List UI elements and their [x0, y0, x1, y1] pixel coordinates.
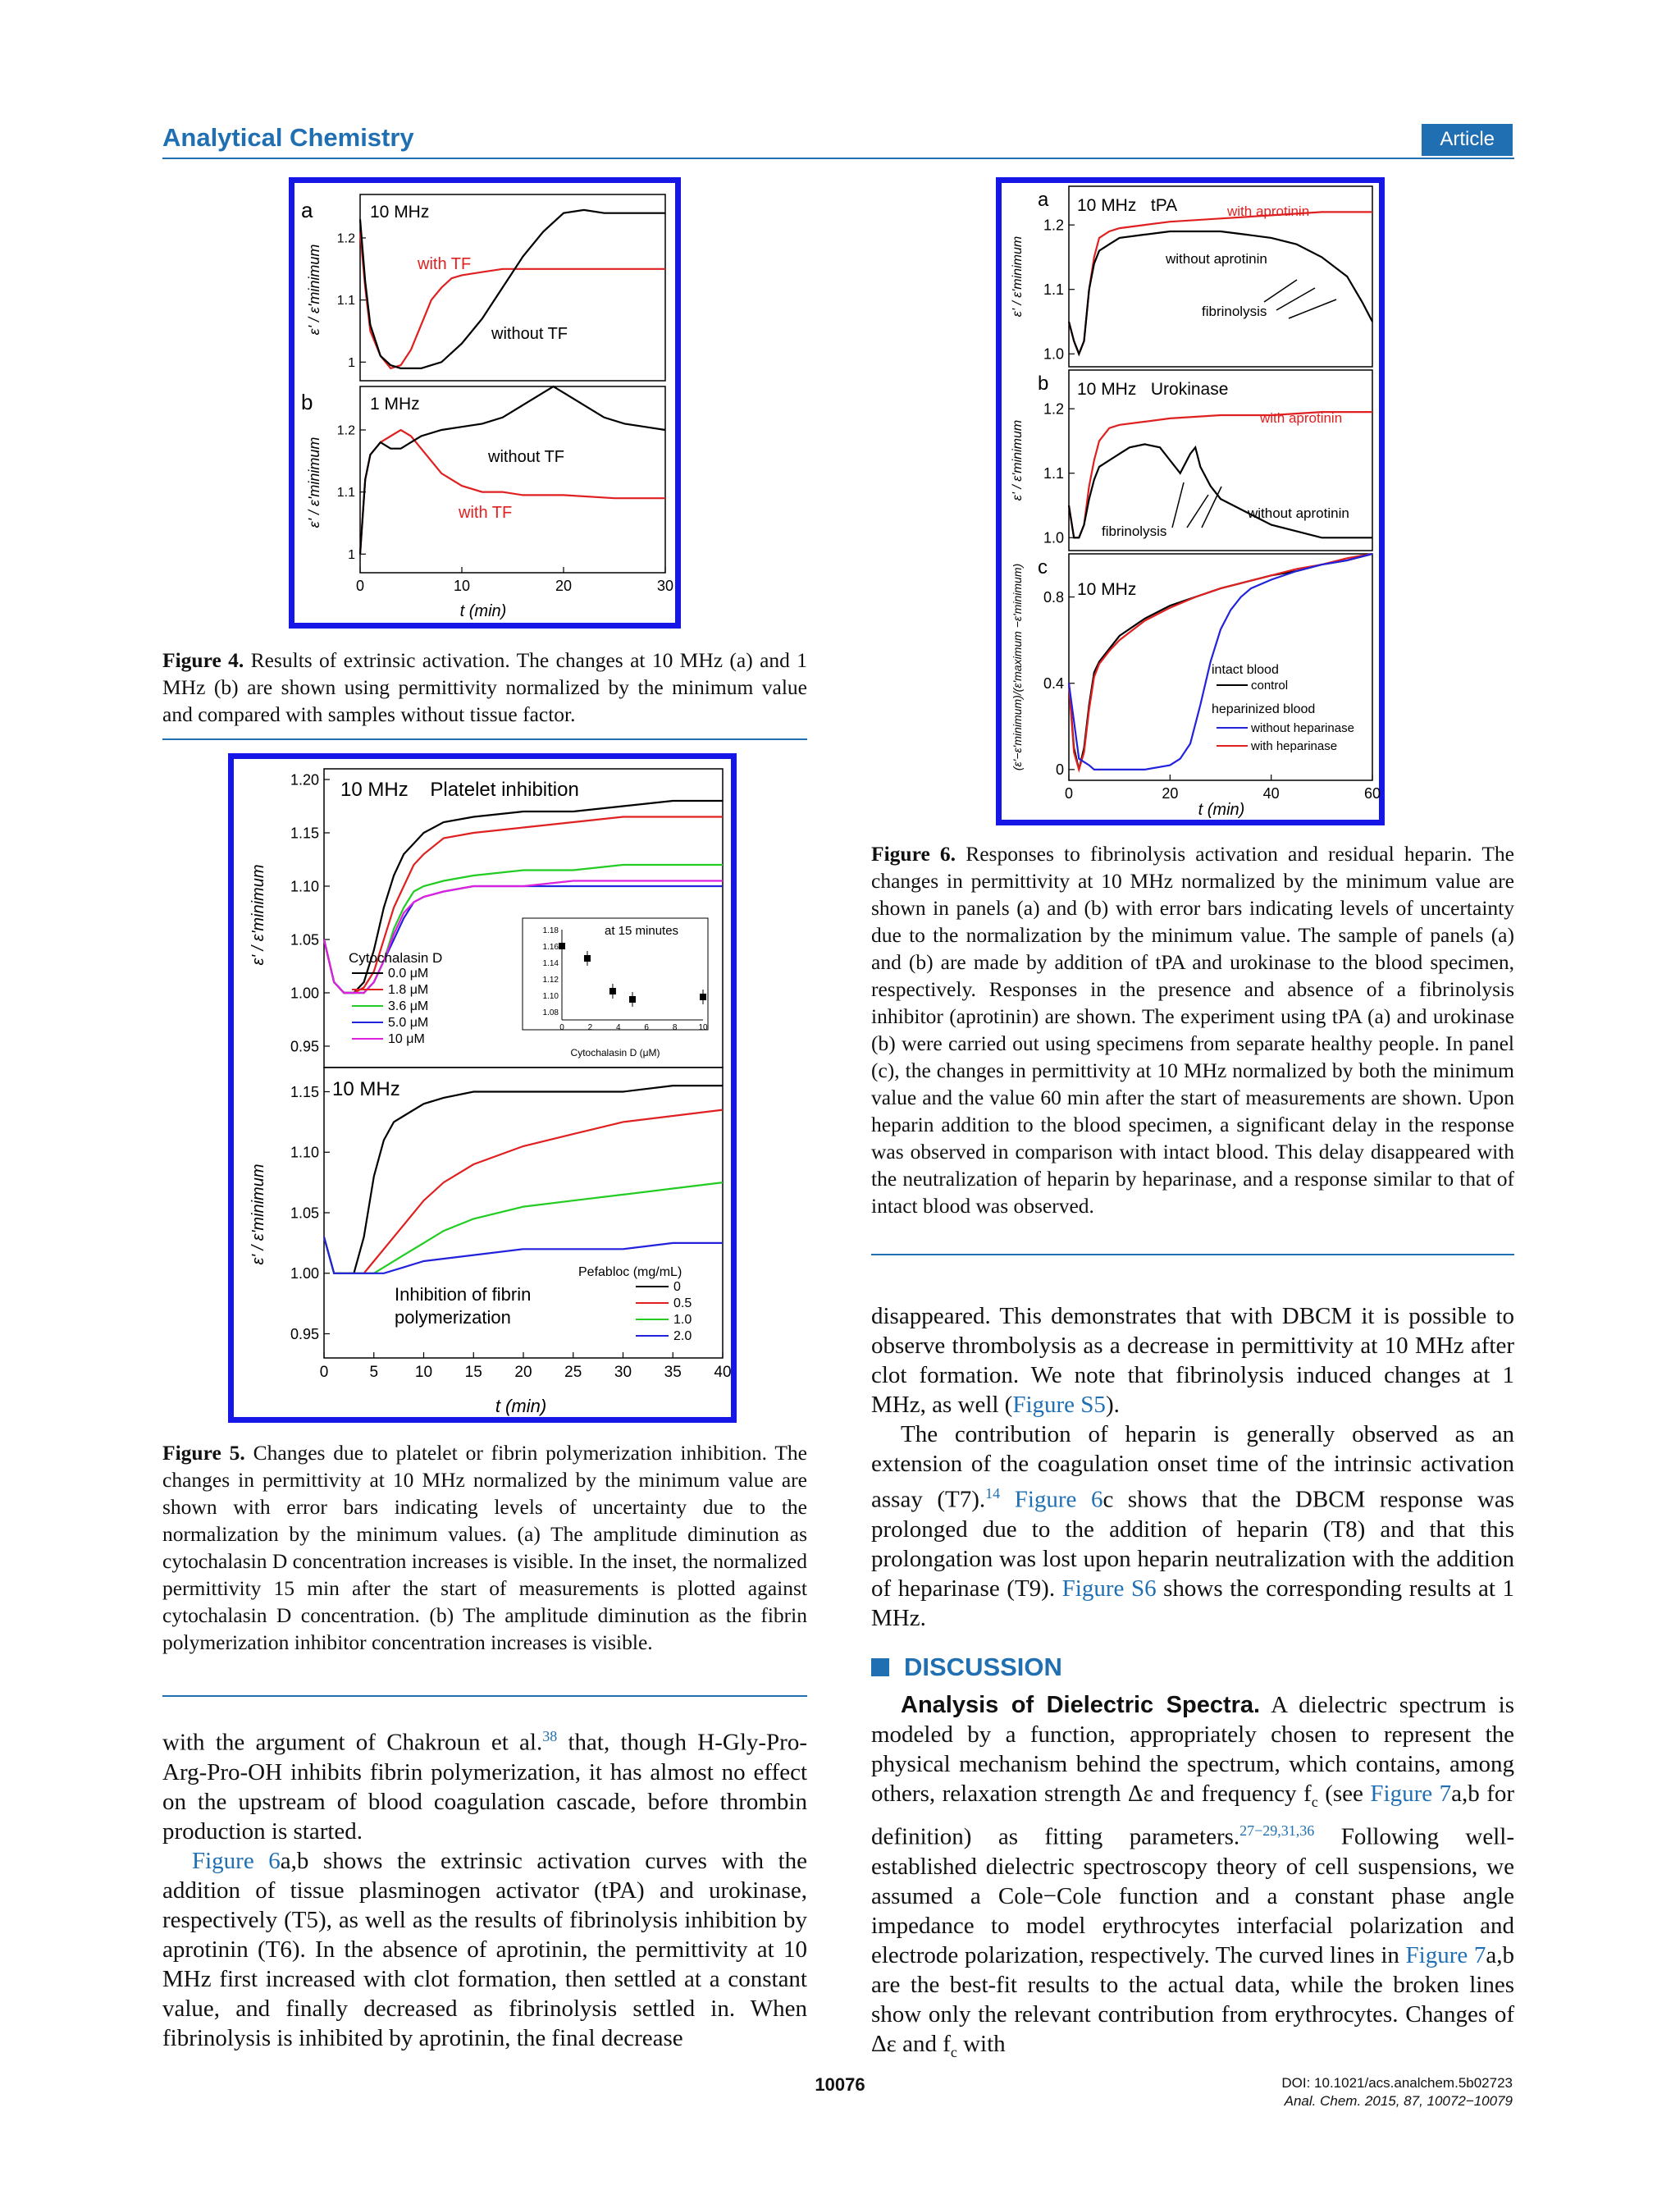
fig5b-legend-title: Pefabloc (mg/mL): [578, 1265, 682, 1279]
xtick-label: 40: [714, 1364, 732, 1381]
fig5b-annotation-line2: polymerization: [395, 1307, 511, 1328]
xtick-label: 35: [664, 1364, 682, 1381]
fig6b-arrow-3: [1202, 487, 1221, 528]
ytick-label: 1.2: [1043, 400, 1064, 418]
fig6a-arrow-1: [1264, 280, 1297, 302]
ytick-label: 1.15: [290, 825, 319, 842]
right-p3c: a,b for definition) as fitting parameters.: [871, 1780, 1515, 1851]
fig6a-arrow-2: [1276, 288, 1315, 310]
fig5a-legend-label: 10 μM: [388, 1032, 425, 1046]
fig5b-annotation-line1: Inhibition of fibrin: [395, 1284, 532, 1305]
xtick-label: 30: [614, 1364, 632, 1381]
left-paragraph-2: [162, 1846, 807, 2053]
fig6b-arrow-2: [1187, 495, 1208, 528]
fig6c-title: 10 MHz: [1077, 580, 1137, 599]
fig5b-series-0: [324, 1086, 723, 1273]
right-paragraph-3: [871, 1690, 1514, 2067]
right-p2b: c shows that the DBCM response was prolonged due to the addition of heparin (T8) and that this prolongation was lost upon heparin neutralization with the addition of heparinase (T9).: [871, 1486, 1514, 1602]
fig4b-with-label: with TF: [459, 504, 513, 522]
figure-6: [996, 177, 1385, 825]
fig5b-frame: [324, 1067, 723, 1358]
inset-xtick: 6: [644, 1023, 649, 1032]
fig6a-series-0: [1069, 212, 1372, 354]
fig5b-legend: [578, 1265, 692, 1343]
ytick-label: 0.95: [290, 1038, 319, 1055]
legend-heparinized: heparinized blood: [1212, 702, 1316, 716]
fig5-xticks: [320, 1352, 732, 1381]
figure-4-caption-text: Results of extrinsic activation. The changes at 10 MHz (a) and 1 MHz (b) are shown using permittivity normalized by the minimum value and compared with samples without tissue factor.: [162, 648, 807, 726]
inset-xtick: 4: [616, 1023, 621, 1032]
ytick-label: 1.1: [336, 294, 355, 309]
fig6a-title: 10 MHz tPA: [1077, 196, 1178, 215]
discussion-heading-text: DISCUSSION: [904, 1652, 1062, 1681]
fig4a-without-label: without TF: [491, 325, 568, 343]
figure-6-caption: [871, 840, 1514, 1219]
left-paragraph-1: [162, 1721, 807, 1846]
left-p2-text: a,b shows the extrinsic activation curves with the addition of tissue plasminogen activator (tPA) and urokinase, respectively (T5), as well as the results of fibrinolysis inhibition by aprotinin (T6). In the absence of aprotinin, the permittivity at 10 MHz first increased with clot formation, then settled at a constant value, and finally decreased as fibrinolysis settled in. When fibrinolysis is inhibited by aprotinin, the final decrease: [162, 1847, 808, 2051]
ytick-label: 1.0: [1043, 345, 1064, 363]
ytick-label: 0.8: [1043, 588, 1064, 606]
inset-xtick: 0: [559, 1023, 564, 1032]
fig5a-legend-label: 1.8 μM: [388, 983, 429, 997]
fig4a-frame: [360, 194, 665, 381]
right-p1-text: disappeared. This demonstrates that with DBCM it is possible to observe thrombolysis as a decrease in permittivity at 10 MHz after clot formation. We note that fibrinolysis induced changes at 1 MHz, as well (: [871, 1303, 1514, 1418]
figure-7-link[interactable]: Figure 7: [1370, 1780, 1452, 1807]
figure-4: [289, 177, 681, 629]
fig5a-legend-label: 5.0 μM: [388, 1016, 429, 1030]
fig5-xlabel: t (min): [495, 1396, 547, 1416]
ytick-label: 1.00: [290, 1265, 319, 1282]
figure-4-caption: [162, 647, 807, 728]
fig5b-legend-label: 2.0: [673, 1329, 692, 1343]
figure-6c-link[interactable]: Figure 6: [1014, 1486, 1103, 1513]
citation-text: Anal. Chem. 2015, 87, 10072−10079: [1284, 2093, 1513, 2109]
ytick-label: 1.2: [336, 231, 355, 246]
figure-5-plot: [234, 759, 731, 1417]
fig6b-fibrinolysis-label: fibrinolysis: [1102, 523, 1167, 539]
figure-6-caption-rule: [871, 1254, 1514, 1255]
inset-xtick: 8: [672, 1023, 678, 1032]
footer-citation: [1281, 2074, 1513, 2110]
right-p3e: a,b are the best-fit results to the actual data, while the broken lines show only the relevant contribution from erythrocytes. Changes of Δε and f: [871, 1942, 1514, 2058]
discussion-heading: [871, 1653, 1514, 1682]
right-p3b: (see: [1317, 1780, 1371, 1807]
fig4-xlabel: t (min): [459, 602, 507, 620]
fig6c-letter: c: [1038, 556, 1048, 578]
fig4a-series-1: [360, 210, 665, 368]
figure-5: [228, 753, 737, 1423]
figure-6-caption-text: Responses to fibrinolysis activation and residual heparin. The changes in permittivity at 10 MHz normalized by the minimum value are shown in panels (a) and (b) with error bars indicating levels of uncertainty due to the normalization by the minimum value. The sample of panels (a) and (b) are made by addition of tPA and urokinase to the blood specimen, respectively. Responses in the presence and absence of a fibrinolysis inhibitor (aprotinin) are shown. The experiment using tPA (a) and urokinase (b) were carried out using specimens from separate healthy people. In panel (c), the changes in permittivity at 10 MHz normalized by both the minimum value and the value 60 min after the start of measurements are shown. Upon heparin addition to the blood specimen, a significant delay in the response was observed in comparison with intact blood. This delay disappeared with the neutralization of heparin by heparinase, and a response similar to that of intact blood was observed.: [871, 842, 1514, 1218]
fig6c-yticks: [1043, 589, 1075, 778]
fig4b-letter: b: [301, 390, 313, 414]
figure-6-link[interactable]: Figure 6: [192, 1847, 281, 1874]
fig4b-ylabel: ε' / ε'minimum: [306, 437, 322, 528]
ytick-label: 1.10: [290, 878, 319, 895]
ytick-label: 1.20: [290, 771, 319, 789]
fig6b-without-label: without aprotinin: [1248, 505, 1349, 521]
ytick-label: 1.1: [1043, 465, 1064, 482]
fig6c-ylabel: (ε'−ε'minimum)/(ε'maximum −ε'minimum): [1011, 563, 1024, 771]
fig5b-legend-label: 1.0: [673, 1313, 692, 1327]
doi-text: DOI: 10.1021/acs.analchem.5b02723: [1281, 2075, 1513, 2091]
fig5b-series-2: [324, 1182, 723, 1273]
runin-heading: Analysis of Dielectric Spectra.: [901, 1691, 1261, 1718]
inset-ytick: 1.16: [542, 943, 559, 952]
ytick-label: 0.95: [290, 1325, 319, 1342]
fig5a-legend-label: 0.0 μM: [388, 967, 429, 981]
fig6b-arrow-1: [1172, 482, 1184, 528]
figure-6-plot: [1002, 183, 1379, 820]
xtick-label: 20: [555, 578, 573, 594]
fig4b-without-label: without TF: [488, 448, 564, 466]
ytick-label: 1: [348, 547, 355, 562]
fig6b-ylabel: ε' / ε'minimum: [1011, 419, 1025, 501]
header-rule: [162, 158, 1514, 159]
article-badge: Article: [1422, 124, 1513, 156]
legend-with: with heparinase: [1251, 739, 1338, 753]
ytick-label: 1.15: [290, 1083, 319, 1100]
inset-xtick: 10: [698, 1023, 708, 1032]
xtick-label: 40: [1262, 785, 1280, 802]
xtick-label: 10: [453, 578, 471, 594]
figure-5-caption-label: Figure 5.: [162, 1441, 245, 1465]
section-square-icon: [871, 1658, 889, 1676]
legend-intact: intact blood: [1212, 663, 1279, 677]
right-p3f: with: [956, 2031, 1006, 2058]
right-p3a: A dielectric spectrum is modeled by a function, appropriately chosen to represent the physical mechanism behind the spectrum, which contains, among others, relaxation strength Δε and frequency f: [871, 1691, 1515, 1807]
ref-38[interactable]: 38: [542, 1728, 558, 1744]
right-p3d: Following well-established dielectric spectroscopy theory of cell suspensions, we assumed a Cole−Cole function and a constant phase angle impedance to model erythrocytes interfacial polarization and electrode polarization, respectively. The curved lines in: [871, 1824, 1514, 1969]
xtick-label: 5: [369, 1364, 379, 1381]
fig6-xticks: [1065, 775, 1381, 802]
xtick-label: 0: [1064, 785, 1074, 802]
fig6b-letter: b: [1038, 373, 1049, 395]
legend-control: control: [1251, 679, 1289, 693]
ref-14[interactable]: 14: [985, 1485, 1001, 1502]
fig5a-legend-label: 3.6 μM: [388, 999, 429, 1013]
right-paragraph-2: [871, 1420, 1514, 1633]
inset-ytick: 1.12: [542, 976, 559, 985]
ytick-label: 1.2: [336, 423, 355, 438]
fig4b-frame: [360, 386, 665, 573]
fig4a-series-0: [360, 231, 665, 368]
ytick-label: 0.4: [1043, 675, 1064, 693]
figure-6-caption-label: Figure 6.: [871, 842, 956, 866]
ytick-label: 1.05: [290, 931, 319, 949]
inset-ytick: 1.18: [542, 926, 559, 935]
fig6a-letter: a: [1038, 189, 1049, 211]
ytick-label: 1.1: [1043, 281, 1064, 299]
figure-5-caption-rule: [162, 1695, 807, 1697]
fig5a-legend-title: Cytochalasin D: [349, 950, 443, 966]
figure-4-caption-rule: [162, 738, 807, 740]
fig5b-legend-label: 0.5: [673, 1296, 692, 1310]
ytick-label: 1.1: [336, 486, 355, 501]
fig6a-series-1: [1069, 231, 1372, 354]
fig5a-legend: [349, 950, 442, 1046]
fig6a-fibrinolysis-label: fibrinolysis: [1202, 304, 1267, 319]
legend-without: without heparinase: [1251, 721, 1354, 735]
fig4a-ylabel: ε' / ε'minimum: [306, 244, 322, 336]
inset-ytick: 1.08: [542, 1008, 559, 1017]
fig6a-arrow-3: [1289, 299, 1336, 318]
xtick-label: 0: [355, 578, 365, 594]
ytick-label: 1.10: [290, 1144, 319, 1161]
fig5a-title: 10 MHz Platelet inhibition: [340, 779, 579, 801]
ytick-label: 1: [348, 355, 355, 370]
inset-title: at 15 minutes: [605, 924, 679, 938]
inset-xlabel: Cytochalasin D (μM): [570, 1047, 660, 1058]
fig5b-legend-label: 0: [673, 1280, 681, 1294]
fig5b-title: 10 MHz: [332, 1078, 400, 1100]
left-column-text: [162, 1721, 807, 2053]
fig4a-with-label: with TF: [418, 255, 472, 273]
figure-7-link-2[interactable]: Figure 7: [1405, 1942, 1486, 1969]
fig5a-ylabel: ε' / ε'minimum: [249, 864, 267, 966]
right-paragraph-1: [871, 1301, 1514, 1420]
xtick-label: 20: [514, 1364, 532, 1381]
inset-ytick: 1.14: [542, 959, 559, 968]
journal-title: Analytical Chemistry: [162, 123, 414, 152]
right-p1-end: ).: [1105, 1392, 1120, 1418]
right-p2c: shows the corresponding results at 1 MHz.: [871, 1575, 1514, 1631]
fig6a-with-label: with aprotinin: [1227, 203, 1310, 219]
xtick-label: 60: [1363, 785, 1381, 802]
xtick-label: 0: [319, 1364, 329, 1381]
fig5a-inset: [523, 918, 708, 1058]
fig6-xlabel: t (min): [1198, 801, 1245, 819]
ytick-label: 1.00: [290, 985, 319, 1002]
fig4a-series: [360, 210, 665, 368]
ytick-label: 1.05: [290, 1205, 319, 1222]
fig6a-ylabel: ε' / ε'minimum: [1011, 235, 1025, 318]
fig4b-freq: 1 MHz: [370, 395, 420, 414]
inset-ytick: 1.10: [542, 992, 559, 1001]
inset-xtick: 2: [587, 1023, 593, 1032]
ytick-label: 1.2: [1043, 217, 1064, 234]
fig4-xticks: [356, 567, 673, 594]
xtick-label: 20: [1162, 785, 1179, 802]
right-p2a: The contribution of heparin is generally observed as an extension of the coagulation onset time of the intrinsic activation assay (T7).: [871, 1421, 1514, 1513]
refs-27-36[interactable]: 27−29,31,36: [1239, 1822, 1315, 1840]
figure-4-plot: [294, 183, 675, 623]
fig5b-series: [324, 1086, 723, 1273]
right-column-text: [871, 1301, 1514, 2067]
fig6b-title: 10 MHz Urokinase: [1077, 380, 1229, 399]
figure-s6-link[interactable]: Figure S6: [1061, 1575, 1157, 1602]
xtick-label: 25: [564, 1364, 582, 1381]
fig4a-freq: 10 MHz: [370, 203, 430, 222]
fig5b-ylabel: ε' / ε'minimum: [249, 1164, 267, 1265]
ytick-label: 1.0: [1043, 529, 1064, 546]
fig6a-series: [1069, 212, 1372, 354]
page-number: 10076: [815, 2074, 865, 2095]
fc-subscript: c: [1311, 1793, 1318, 1810]
figure-s5-link[interactable]: Figure S5: [1012, 1392, 1106, 1418]
xtick-label: 10: [414, 1364, 433, 1381]
fig6b-with-label: with aprotinin: [1260, 410, 1343, 426]
figure-4-caption-label: Figure 4.: [162, 648, 244, 672]
fig6c-legend: [1212, 663, 1354, 753]
left-p1-rest: that, though H-Gly-Pro-Arg-Pro-OH inhibits fibrin polymerization, it has almost no effect on the upstream of blood coagulation cascade, before thrombin production is started.: [162, 1729, 807, 1845]
fig4a-letter: a: [301, 198, 313, 222]
figure-5-caption: [162, 1439, 807, 1656]
left-p1-text: with the argument of Chakroun et al.: [162, 1729, 543, 1756]
xtick-label: 15: [464, 1364, 482, 1381]
fig6a-without-label: without aprotinin: [1166, 251, 1267, 267]
fc-subscript-2: c: [950, 2043, 957, 2060]
ytick-label: 0: [1055, 761, 1064, 779]
xtick-label: 30: [656, 578, 674, 594]
figure-5-caption-text: Changes due to platelet or fibrin polymerization inhibition. The changes in permittivity at 10 MHz normalized by the minimum value are shown with error bars indicating levels of uncertainty due to the normalization by the minimum values. (a) The amplitude diminution as cytochalasin D concentration increases is visible. In the inset, the normalized permittivity 15 min after the start of measurements is plotted against cytochalasin D concentration. (b) The amplitude diminution as the fibrin polymerization inhibitor concentration increases is visible.: [162, 1441, 807, 1654]
